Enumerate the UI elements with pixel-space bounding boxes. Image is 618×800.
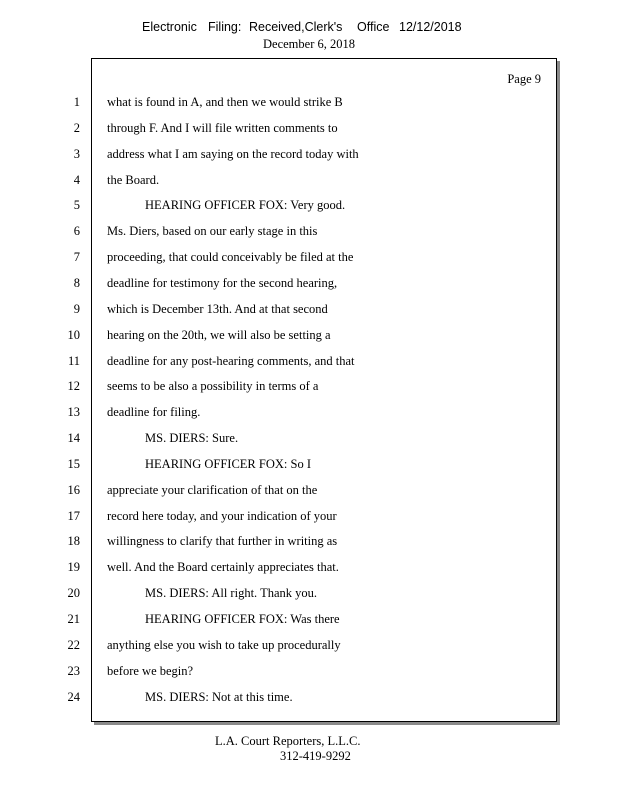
line-number: 22 [67, 637, 80, 652]
transcript-line [0, 534, 560, 552]
transcript-line [0, 405, 560, 423]
transcript-line [0, 250, 560, 268]
transcript-line [0, 560, 560, 578]
line-number: 4 [73, 172, 80, 187]
line-number: 13 [67, 405, 80, 420]
transcript-line [0, 431, 560, 449]
transcript-line [0, 147, 560, 165]
line-text: well. And the Board certainly appreciates that. [107, 560, 339, 575]
transcript-line [0, 173, 560, 191]
court-reporter-phone: 312-419-9292 [280, 749, 351, 763]
transcript-line [0, 276, 560, 294]
line-text: record here today, and your indication of your [107, 508, 337, 523]
line-text: MS. DIERS: All right. Thank you. [145, 586, 318, 601]
page-number: Page 9 [507, 72, 541, 86]
line-number: 1 [73, 95, 80, 109]
line-text: anything else you wish to take up procedurally [107, 637, 341, 652]
transcript-line [0, 638, 560, 656]
line-text: HEARING OFFICER FOX: Very good. [145, 198, 346, 213]
line-text: which is December 13th. And at that second [107, 301, 328, 316]
line-number: 18 [67, 534, 80, 549]
line-number: 16 [67, 482, 80, 497]
line-number: 11 [67, 353, 80, 368]
line-number: 3 [73, 146, 80, 161]
line-number: 7 [73, 250, 80, 265]
transcript-line [0, 328, 560, 346]
line-text: MS. DIERS: Sure. [145, 431, 239, 446]
line-text: the Board. [107, 172, 160, 187]
line-number: 21 [67, 612, 80, 626]
line-number: 8 [73, 275, 80, 290]
line-number: 20 [67, 586, 80, 601]
line-text: Ms. Diers, based on our early stage in this [107, 224, 318, 239]
transcript-line [0, 95, 560, 113]
line-number: 14 [67, 431, 80, 446]
line-text: proceeding, that could conceivably be filed at the [107, 250, 354, 265]
line-number: 19 [67, 560, 80, 575]
line-number: 24 [67, 689, 80, 704]
line-text: seems to be also a possibility in terms of a [107, 379, 319, 394]
filing-header-word: Received,Clerk's [249, 20, 343, 34]
line-number: 17 [67, 508, 80, 523]
transcript-line [0, 224, 560, 242]
line-number: 6 [73, 224, 80, 239]
line-text: hearing on the 20th, we will also be setting a [107, 327, 331, 342]
transcript-line [0, 457, 560, 475]
line-number: 23 [67, 663, 80, 678]
filing-header-word: 12/12/2018 [399, 20, 462, 34]
line-text: MS. DIERS: Not at this time. [145, 689, 293, 704]
transcript-line [0, 379, 560, 397]
transcript-line [0, 121, 560, 139]
transcript-line [0, 690, 560, 708]
line-text: willingness to clarify that further in writing as [107, 534, 338, 549]
transcript-line [0, 664, 560, 682]
line-number: 5 [73, 198, 80, 213]
line-text: HEARING OFFICER FOX: Was there [145, 612, 340, 626]
line-text: deadline for testimony for the second hearing, [107, 275, 338, 290]
line-text: address what I am saying on the record today with [107, 146, 359, 161]
line-text: HEARING OFFICER FOX: So I [145, 456, 311, 471]
hearing-date: December 6, 2018 [263, 37, 355, 51]
line-text: deadline for any post-hearing comments, and that [107, 353, 355, 368]
transcript-line [0, 483, 560, 501]
line-number: 9 [73, 301, 80, 316]
transcript-line [0, 302, 560, 320]
transcript-line [0, 586, 560, 604]
line-text: deadline for filing. [107, 405, 201, 420]
line-number: 15 [67, 456, 80, 471]
court-reporter-name: L.A. Court Reporters, L.L.C. [215, 734, 361, 748]
filing-header-word: Electronic [142, 20, 197, 34]
line-text: before we begin? [107, 663, 194, 678]
line-text: appreciate your clarification of that on the [107, 482, 318, 497]
line-number: 10 [67, 327, 80, 342]
line-text: through F. And I will file written comments to [107, 120, 338, 135]
transcript-line [0, 509, 560, 527]
line-text: what is found in A, and then we would strike B [107, 95, 343, 109]
transcript-line [0, 198, 560, 216]
filing-header-word: Filing: [208, 20, 242, 34]
line-number: 12 [67, 379, 80, 394]
filing-header-word: Office [357, 20, 390, 34]
transcript-line [0, 612, 560, 630]
line-number: 2 [73, 120, 80, 135]
transcript-line [0, 354, 560, 372]
